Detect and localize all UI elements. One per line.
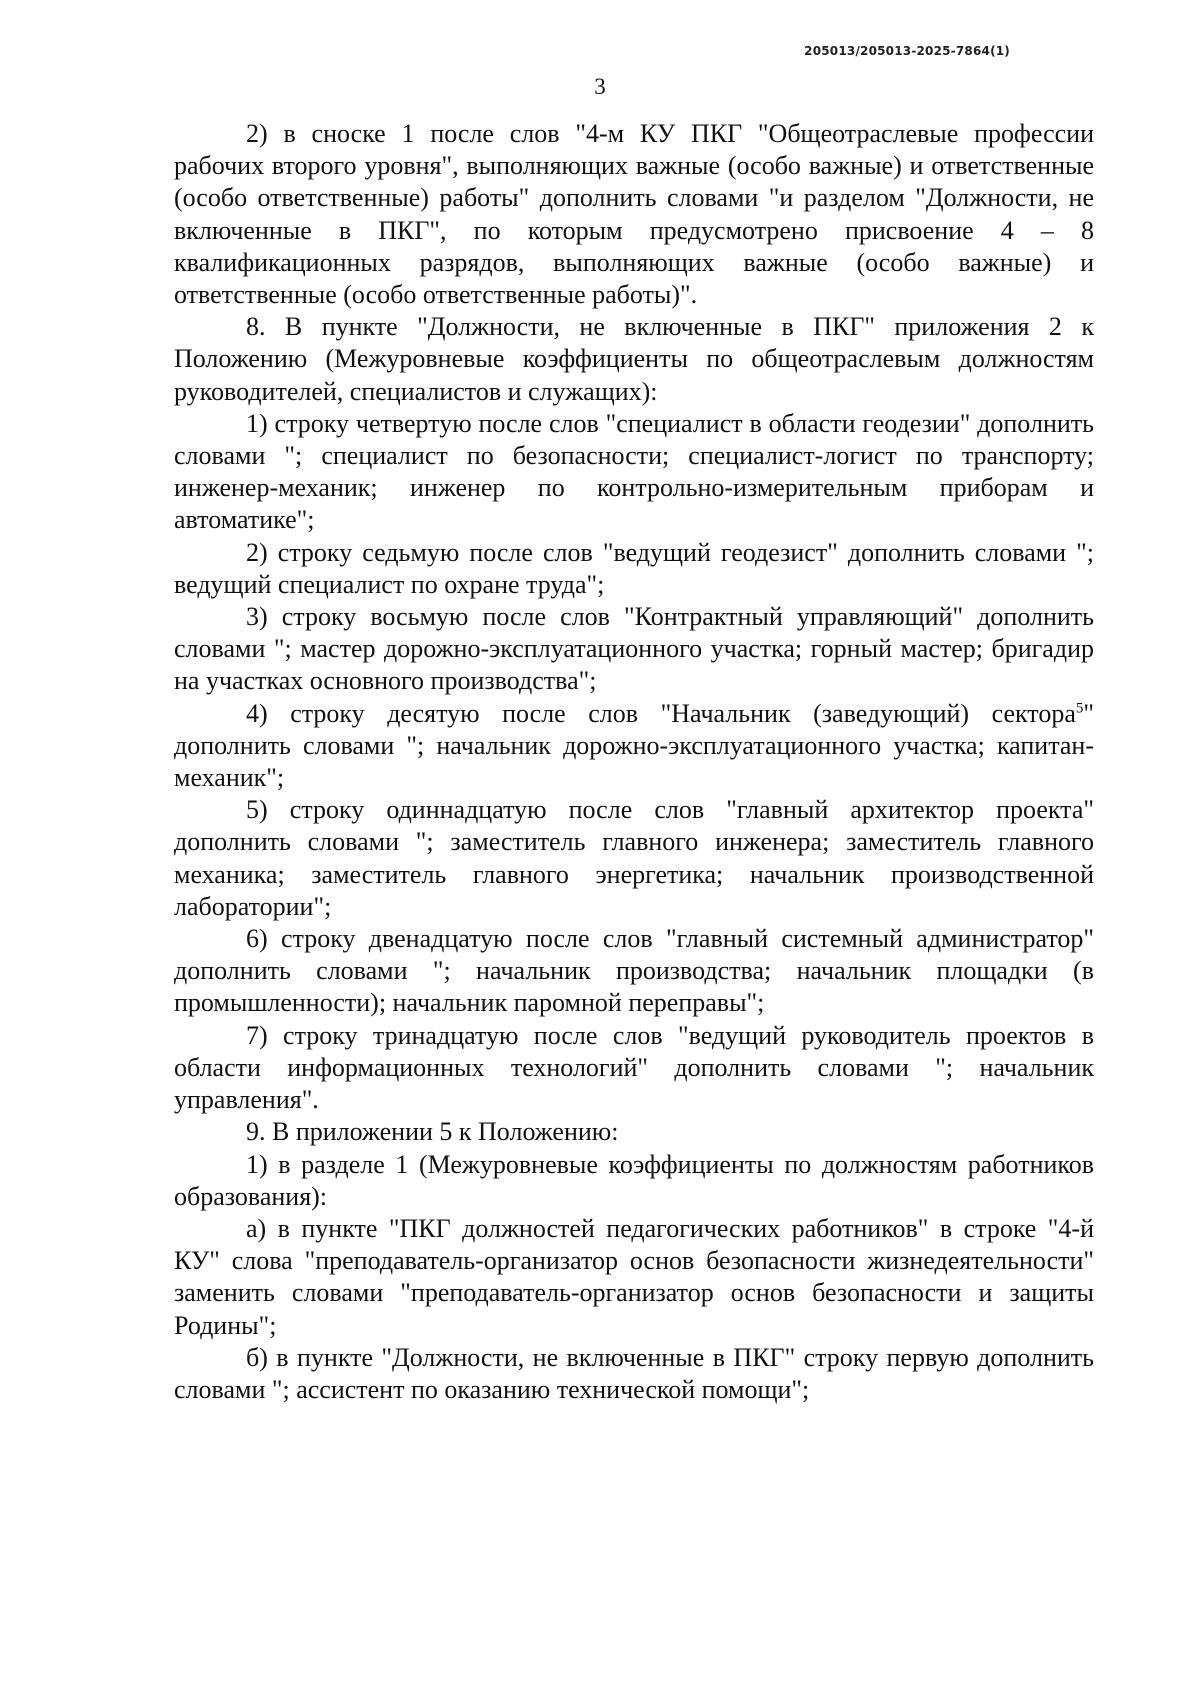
footnote-marker: 5	[1075, 700, 1084, 716]
paragraph-item-8: 8. В пункте "Должности, не включенные в ПКГ" приложения 2 к Положению (Межуровневые коэффициенты по общеотраслевым должностям руководителей, специалистов и служащих):	[174, 312, 1094, 406]
paragraph-subitem-1: 1) строку четвертую после слов "специалист в области геодезии" дополнить словами "; специалист по безопасности; специалист-логист по транспорту; инженер-механик; инженер по контрольно-измерительным приборам и автоматике";	[174, 408, 1094, 535]
paragraph-subitem-7: 7) строку тринадцатую после слов "ведущий руководитель проектов в области информационных технологий" дополнить словами "; начальник управления".	[174, 1020, 1094, 1115]
page-number: 3	[594, 74, 606, 99]
document-body	[174, 118, 1094, 1406]
document-id: 205013/205013-2025-7864(1)	[804, 44, 1010, 58]
paragraph-subitem-3: 3) строку восьмую после слов "Контрактный управляющий" дополнить словами "; мастер дорожно-эксплуатационного участка; горный мастер; бригадир на участках основного производства";	[174, 602, 1094, 696]
paragraph-subitem-4-text: 4) строку десятую после слов "Начальник (заведующий) сектора	[246, 698, 1076, 728]
paragraph-subitem-2: 2) строку седьмую после слов "ведущий геодезист" дополнить словами "; ведущий специалист по охране труда";	[174, 537, 1094, 599]
paragraph-subitem-6: 6) строку двенадцатую после слов "главный системный администратор" дополнить словами "; начальник производства; начальник площадки (в промышленности); начальник паромной переправы";	[174, 924, 1094, 1018]
paragraph-item-9-subitem-1: 1) в разделе 1 (Межуровневые коэффициенты по должностям работников образования):	[174, 1149, 1094, 1211]
paragraph-item-9: 9. В приложении 5 к Положению:	[246, 1117, 619, 1147]
paragraph-item-9-subitem-b: б) в пункте "Должности, не включенные в ПКГ" строку первую дополнить словами "; ассистент по оказанию технической помощи";	[174, 1342, 1094, 1404]
paragraph-subitem-5: 5) строку одиннадцатую после слов "главный архитектор проекта" дополнить словами "; заместитель главного инженера; заместитель главного механика; заместитель главного энергетика; начальник производственной лаборатории";	[174, 795, 1094, 921]
paragraph-item-9-subitem-a: а) в пункте "ПКГ должностей педагогических работников" в строке "4-й КУ" слова "преподаватель-организатор основ безопасности жизнедеятельности" заменить словами "преподаватель-организатор основ безопасности и защиты Родины";	[174, 1213, 1094, 1340]
paragraph-subitem-4	[174, 698, 1094, 795]
paragraph-footnote-amendment: 2) в сноске 1 после слов "4-м КУ ПКГ "Общеотраслевые профессии рабочих второго уровня", выполняющих важные (особо важные) и ответственные (особо ответственные) работы" дополнить словами "и разделом "Должности, не включенные в ПКГ", по которым предусмотрено присвоение 4 – 8 квалификационных разрядов, выполняющих важные (особо важные) и ответственные (особо ответственные работы)".	[174, 119, 1094, 310]
paragraph-subitem-4-text-end: " дополнить словами "; начальник дорожно-эксплуатационного участка; капитан-механик";	[174, 698, 1094, 793]
